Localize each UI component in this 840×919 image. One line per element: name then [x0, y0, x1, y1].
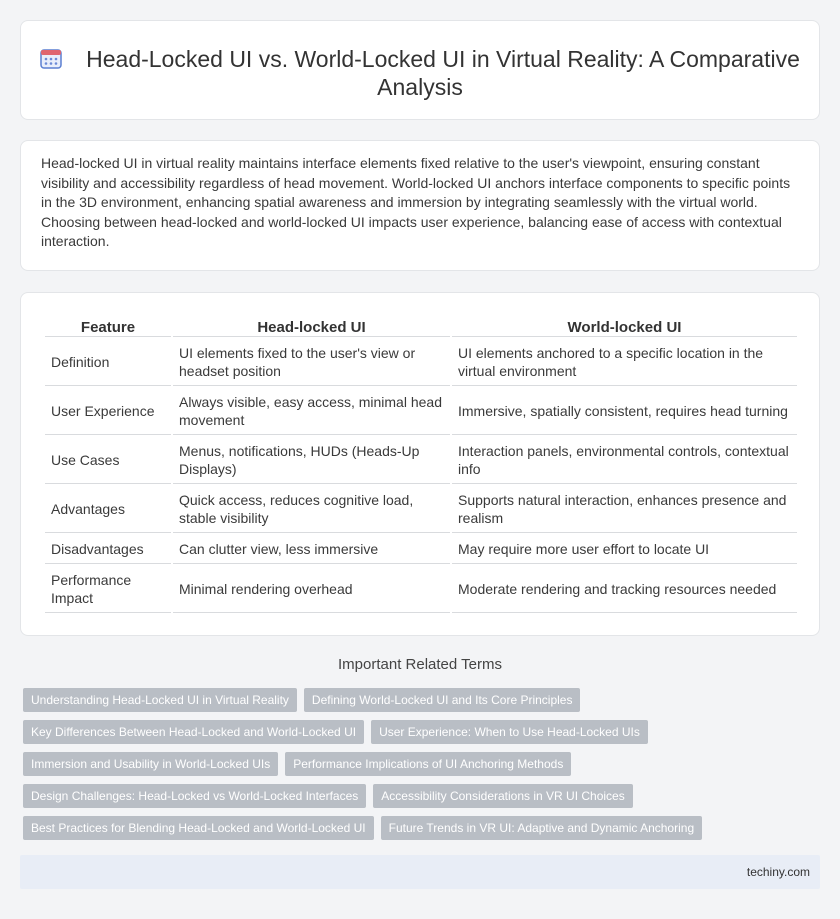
related-term-link[interactable]: Performance Implications of UI Anchoring Methods — [285, 752, 571, 776]
table-row — [45, 535, 797, 564]
head-locked-cell: Can clutter view, less immersive — [173, 535, 450, 564]
tag-row — [23, 720, 655, 744]
related-term-link[interactable]: Understanding Head-Locked UI in Virtual Reality — [23, 688, 297, 712]
head-locked-cell: Quick access, reduces cognitive load, stable visibility — [173, 486, 450, 533]
table-row — [45, 486, 797, 533]
feature-cell: Definition — [45, 339, 171, 386]
table-row — [45, 388, 797, 435]
table-header-row — [45, 315, 797, 337]
column-header-world-locked: World-locked UI — [452, 315, 797, 337]
feature-cell: Performance Impact — [45, 566, 171, 613]
related-term-link[interactable]: Future Trends in VR UI: Adaptive and Dynamic Anchoring — [381, 816, 703, 840]
related-terms-heading: Important Related Terms — [338, 656, 502, 673]
feature-cell: User Experience — [45, 388, 171, 435]
column-header-head-locked: Head-locked UI — [173, 315, 450, 337]
tag-row — [23, 816, 709, 840]
tag-row — [23, 688, 587, 712]
table-row — [45, 437, 797, 484]
head-locked-cell: Minimal rendering overhead — [173, 566, 450, 613]
related-term-link[interactable]: User Experience: When to Use Head-Locked UIs — [371, 720, 648, 744]
related-term-link[interactable]: Key Differences Between Head-Locked and World-Locked UI — [23, 720, 364, 744]
tag-row — [23, 752, 578, 776]
title-text: Head-Locked UI vs. World-Locked UI in Virtual Reality: A Comparative Analysis — [86, 46, 800, 100]
header-card — [20, 20, 820, 120]
feature-cell: Use Cases — [45, 437, 171, 484]
tag-row — [23, 784, 640, 808]
world-locked-cell: Immersive, spatially consistent, requires head turning — [452, 388, 797, 435]
site-name: techiny.com — [746, 865, 810, 879]
page-title — [21, 45, 819, 101]
related-term-link[interactable]: Design Challenges: Head-Locked vs World-Locked Interfaces — [23, 784, 366, 808]
world-locked-cell: May require more user effort to locate UI — [452, 535, 797, 564]
comparison-table-card — [20, 292, 820, 636]
head-locked-cell: Menus, notifications, HUDs (Heads-Up Displays) — [173, 437, 450, 484]
head-locked-cell: Always visible, easy access, minimal head movement — [173, 388, 450, 435]
feature-cell: Advantages — [45, 486, 171, 533]
footer — [20, 855, 820, 889]
world-locked-cell: Supports natural interaction, enhances presence and realism — [452, 486, 797, 533]
table-row — [45, 339, 797, 386]
related-term-link[interactable]: Accessibility Considerations in VR UI Choices — [373, 784, 632, 808]
related-term-link[interactable]: Immersion and Usability in World-Locked UIs — [23, 752, 278, 776]
related-term-link[interactable]: Best Practices for Blending Head-Locked and World-Locked UI — [23, 816, 374, 840]
intro-paragraph: Head-locked UI in virtual reality maintains interface elements fixed relative to the user's viewpoint, ensuring constant visibility and accessibility regardless of head movement. World-locked UI anchors interface components to specific points in the 3D environment, enhancing spatial awareness and immersion by integrating seamlessly with the virtual world. Choosing between head-locked and world-locked UI impacts user experience, balancing ease of access with contextual interaction. — [41, 155, 791, 250]
head-locked-cell: UI elements fixed to the user's view or headset position — [173, 339, 450, 386]
world-locked-cell: Interaction panels, environmental controls, contextual info — [452, 437, 797, 484]
world-locked-cell: UI elements anchored to a specific location in the virtual environment — [452, 339, 797, 386]
comparison-table — [43, 313, 799, 615]
table-row — [45, 566, 797, 613]
world-locked-cell: Moderate rendering and tracking resources needed — [452, 566, 797, 613]
related-term-link[interactable]: Defining World-Locked UI and Its Core Principles — [304, 688, 581, 712]
feature-cell: Disadvantages — [45, 535, 171, 564]
column-header-feature: Feature — [45, 315, 171, 337]
intro-card — [20, 140, 820, 271]
calendar-icon — [40, 47, 62, 69]
